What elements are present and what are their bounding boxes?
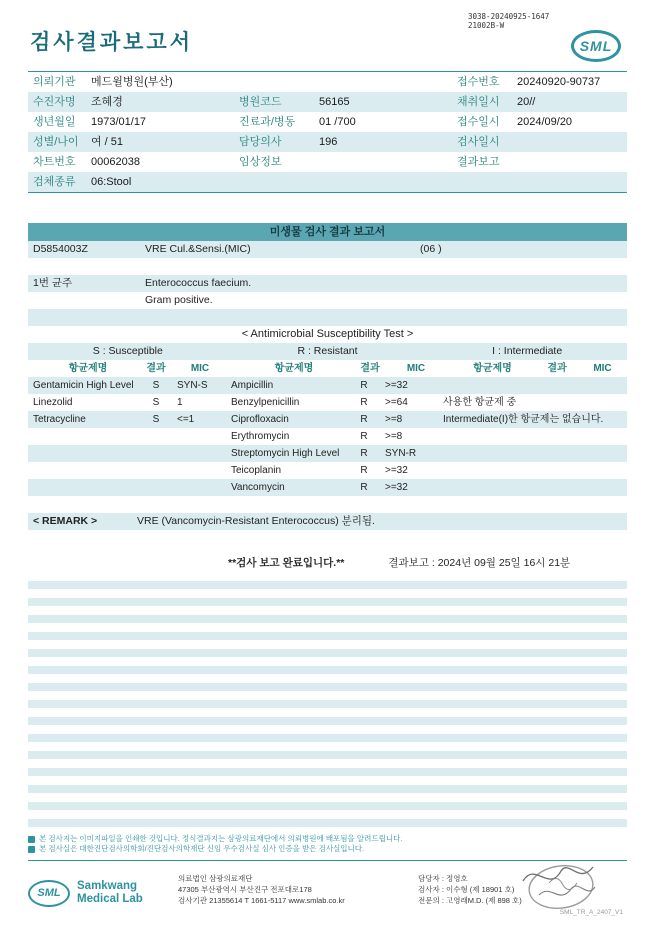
info-label: 검체종류 — [33, 176, 76, 188]
col-header: 항균제명 — [68, 363, 108, 374]
sml-logo-text: SML — [579, 38, 613, 54]
info-label: 생년월일 — [33, 116, 76, 128]
col-header: 항균제명 — [473, 363, 512, 374]
antibiotic-name: Linezolid — [33, 397, 73, 408]
info-label: 접수번호 — [457, 76, 500, 88]
info-value — [517, 152, 627, 172]
lab-org: 의료법인 삼광의료재단 — [178, 874, 253, 883]
mic-value: <=1 — [177, 414, 195, 425]
mic-value: >=32 — [385, 380, 408, 391]
staff-manager: 담당자 : 정영호 — [418, 874, 468, 883]
lab-address-block — [178, 867, 418, 919]
result: S — [152, 397, 160, 408]
intermediate-note-line1: 사용한 항균제 중 — [443, 397, 517, 408]
info-label: 의뢰기관 — [33, 76, 76, 88]
table-row — [28, 132, 627, 152]
footer-notices — [28, 834, 627, 854]
table-row — [28, 92, 627, 112]
antibiotic-name: Teicoplanin — [231, 465, 282, 476]
col-header: MIC — [593, 363, 612, 374]
test-code-row — [28, 241, 627, 258]
table-row — [28, 112, 627, 132]
barcode-line2: 21002B-W — [468, 21, 505, 30]
col-header: MIC — [406, 363, 426, 374]
approval-stamp-icon — [509, 853, 599, 915]
info-label — [457, 172, 517, 192]
info-label: 검사일시 — [457, 136, 500, 148]
result: R — [360, 448, 368, 459]
ast-data-row — [28, 445, 627, 462]
report-time: 결과보고 : 2024년 09월 25일 16시 21분 — [388, 557, 571, 569]
info-value: 56165 — [319, 96, 350, 108]
page-title: 검사결과보고서 — [30, 31, 194, 54]
remark-row — [28, 513, 627, 530]
antibiotic-name: Streptomycin High Level — [231, 448, 340, 459]
antibiotic-name: Ampicillin — [231, 380, 274, 391]
info-value: 20240920-90737 — [517, 76, 601, 88]
antibiotic-name: Benzylpenicillin — [231, 397, 300, 408]
ast-section-title: < Antimicrobial Susceptibility Test > — [241, 328, 414, 340]
info-label: 진료과/병동 — [239, 116, 296, 128]
organism-name: Enterococcus faecium. — [145, 277, 252, 289]
strain-row — [28, 275, 627, 292]
ast-data-row — [28, 394, 627, 411]
legend-resistant: R : Resistant — [297, 345, 358, 357]
empty-row — [28, 309, 627, 326]
result: S — [152, 380, 160, 391]
completion-text: **검사 보고 완료입니다.** — [228, 557, 345, 569]
mic-value: SYN-R — [385, 448, 417, 459]
legend-intermediate: I : Intermediate — [492, 345, 563, 357]
notice-text: 본 검사지는 이미지파일을 인쇄한 것입니다. 정식결과지는 삼광의료재단에서 의뢰병원에 배포됨을 알려드립니다. — [39, 834, 403, 843]
sml-logo-icon — [571, 30, 621, 62]
mic-value: >=32 — [385, 465, 408, 476]
ast-data-row — [28, 377, 627, 394]
info-value: 06:Stool — [91, 176, 132, 188]
ast-data-row — [28, 462, 627, 479]
info-label — [239, 172, 319, 192]
patient-info-table — [28, 72, 627, 193]
result: R — [360, 482, 368, 493]
staff-tester: 검사자 : 이수형 (제 18901 호) — [418, 885, 515, 894]
antibiotic-name: Ciprofloxacin — [231, 414, 289, 425]
table-row — [28, 152, 627, 172]
remark-label: < REMARK > — [33, 515, 98, 527]
empty-row — [28, 530, 627, 547]
notice-line — [28, 834, 627, 844]
info-value: 20// — [517, 96, 536, 108]
antibiotic-name: Gentamicin High Level — [33, 380, 134, 391]
gram-row — [28, 292, 627, 309]
footer-logo — [28, 867, 178, 919]
antibiotic-name: Erythromycin — [231, 431, 290, 442]
result: S — [152, 414, 160, 425]
mic-value: >=8 — [385, 431, 403, 442]
antibiotic-name: Vancomycin — [231, 482, 285, 493]
sml-logo-text: SML — [37, 887, 61, 899]
intermediate-note-line2: Intermediate(I)한 항균제는 없습니다. — [443, 414, 604, 425]
antibiotic-name: Tetracycline — [33, 414, 86, 425]
info-value: 조혜경 — [91, 96, 123, 108]
info-label: 성별/나이 — [33, 136, 79, 148]
empty-row — [28, 496, 627, 513]
info-value — [517, 172, 627, 192]
ast-data-row — [28, 479, 627, 496]
info-label: 차트번호 — [33, 156, 76, 168]
result: R — [360, 431, 368, 442]
info-value — [517, 132, 627, 152]
notice-text: 본 검사실은 대한진단검사의학회/진단검사의학재단 신임 우수검사실 심사 인증을 받은 검사실입니다. — [39, 844, 365, 853]
completion-row — [28, 555, 627, 572]
lab-name: Samkwang Medical Lab — [77, 880, 143, 905]
barcode-line1: 3038-20240925-1647 — [468, 12, 550, 21]
info-value: 00062038 — [91, 156, 140, 168]
info-value: 메드윌병원(부산) — [91, 76, 173, 88]
ast-legend — [28, 343, 627, 360]
sml-logo-icon — [28, 880, 70, 907]
mic-value: 1 — [177, 397, 183, 408]
info-value — [319, 152, 457, 172]
cert-badge-icon — [28, 836, 35, 843]
cert-badge-icon — [28, 846, 35, 853]
specimen-code: (06 ) — [420, 243, 442, 255]
col-header: 결과 — [146, 363, 166, 374]
result: R — [360, 414, 368, 425]
info-label: 결과보고 — [457, 156, 500, 168]
info-label: 병원코드 — [239, 96, 282, 108]
mic-value: SYN-S — [177, 380, 208, 391]
ast-data-row — [28, 411, 627, 428]
info-label — [239, 72, 319, 92]
info-value — [319, 172, 457, 192]
micro-result-rows — [28, 241, 627, 572]
test-name: VRE Cul.&Sensi.(MIC) — [145, 243, 251, 255]
info-label: 담당의사 — [239, 136, 282, 148]
staff-specialist: 전문의 : 고영래M.D. (제 898 호) — [418, 896, 522, 905]
mic-value: >=8 — [385, 414, 403, 425]
info-value: 1973/01/17 — [91, 116, 147, 128]
report-footer — [28, 867, 627, 919]
info-label: 접수일시 — [457, 116, 500, 128]
ast-data-row — [28, 428, 627, 445]
ast-header-row — [28, 360, 627, 377]
strain-label: 1번 균주 — [33, 277, 73, 289]
legend-susceptible: S : Susceptible — [92, 345, 163, 357]
col-header: 결과 — [547, 363, 567, 374]
micro-section-header: 미생물 검사 결과 보고서 — [28, 223, 627, 241]
empty-row — [28, 258, 627, 275]
mic-value: >=64 — [385, 397, 408, 408]
empty-striped-area — [28, 572, 627, 830]
info-label: 채취일시 — [457, 96, 500, 108]
result: R — [360, 397, 368, 408]
result: R — [360, 380, 368, 391]
info-value: 여 / 51 — [91, 136, 124, 148]
info-label: 수진자명 — [33, 96, 76, 108]
info-value: 2024/09/20 — [517, 116, 573, 128]
barcode-text — [468, 12, 549, 30]
col-header: MIC — [190, 363, 210, 374]
mic-value: >=32 — [385, 482, 408, 493]
info-value: 01 /700 — [319, 116, 356, 128]
result: R — [360, 465, 368, 476]
gram-result: Gram positive. — [145, 294, 213, 306]
table-row — [28, 172, 627, 192]
info-value — [319, 72, 457, 92]
col-header: 결과 — [360, 363, 380, 374]
col-header: 항균제명 — [274, 363, 314, 374]
test-code: D5854003Z — [33, 243, 88, 255]
lab-contact: 검사기관 21355614 T 1661-5117 www.smlab.co.kr — [178, 896, 345, 905]
form-version-code: SML_TR_A_2407_V1 — [559, 909, 623, 916]
table-row — [28, 72, 627, 92]
remark-text: VRE (Vancomycin-Resistant Enterococcus) 분리됨. — [137, 515, 375, 527]
report-header — [28, 0, 627, 72]
info-label: 임상정보 — [239, 156, 282, 168]
lab-address: 47305 부산광역시 부산진구 전포대로178 — [178, 885, 312, 894]
info-value: 196 — [319, 136, 338, 148]
